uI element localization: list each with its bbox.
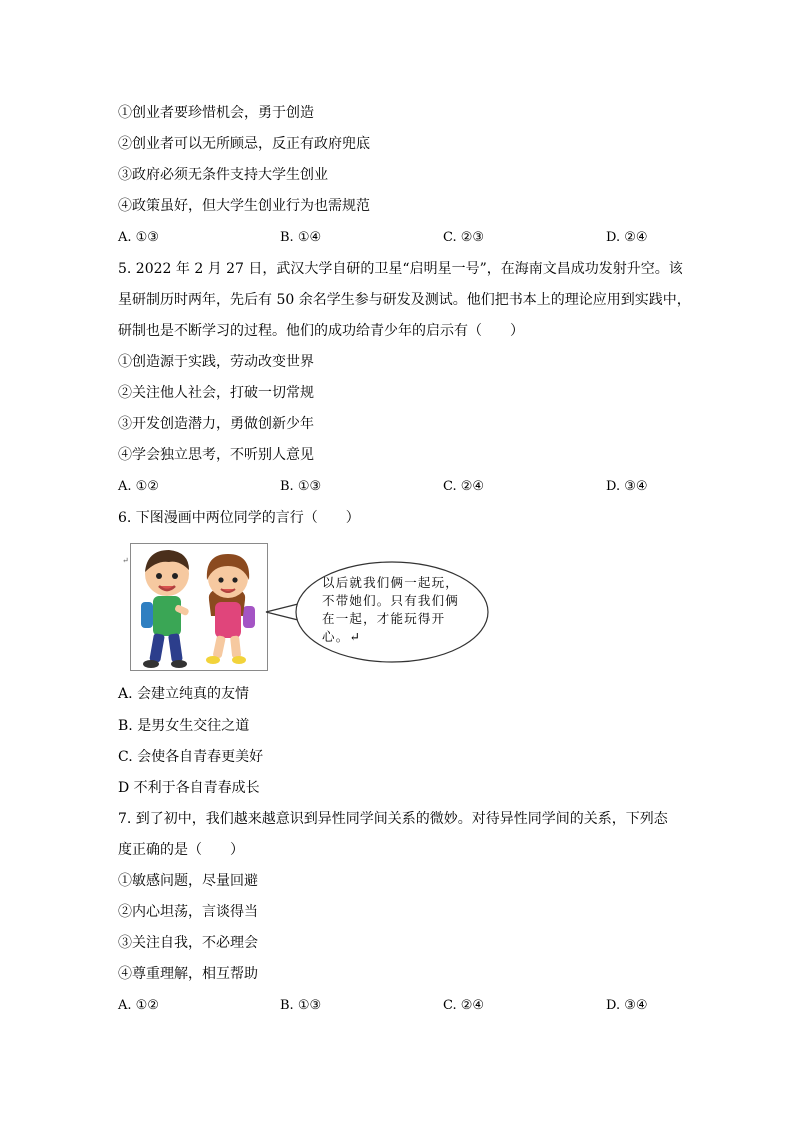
q5-stem-line-1: 5. 2022 年 2 月 27 日，武汉大学自研的卫星“启明星一号”，在海南文昌成功发射升空。该 (118, 261, 683, 277)
girl-figure-icon (206, 554, 255, 664)
q4-statement-1: ①创业者要珍惜机会，勇于创造 (118, 105, 314, 121)
q4-statement-2: ②创业者可以无所顾忌，反正有政府兜底 (118, 136, 370, 152)
boy-figure-icon (141, 550, 190, 668)
q5-option-a: A. ①② (118, 479, 159, 494)
q5-statement-1: ①创造源于实践，劳动改变世界 (118, 354, 314, 370)
q4-option-b: B. ①④ (280, 230, 322, 245)
q7-option-a: A. ①② (118, 998, 159, 1013)
q7-option-d: D. ③④ (606, 998, 648, 1013)
q4-option-d: D. ②④ (606, 230, 648, 245)
q5-option-c: C. ②④ (443, 479, 485, 494)
q4-options (118, 228, 678, 248)
q7-stem-line-2: 度正确的是（ ） (118, 842, 244, 858)
q5-option-b: B. ①③ (280, 479, 322, 494)
q6-stem: 6. 下图漫画中两位同学的言行（ ） (118, 510, 360, 526)
q7-options (118, 996, 678, 1016)
q7-option-b: B. ①③ (280, 998, 322, 1013)
q7-statement-1: ①敏感问题，尽量回避 (118, 873, 258, 889)
q7-statement-4: ④尊重理解，相互帮助 (118, 966, 258, 982)
q5-statement-2: ②关注他人社会，打破一切常规 (118, 385, 314, 401)
q7-statement-2: ②内心坦荡，言谈得当 (118, 904, 258, 920)
q5-options (118, 477, 678, 497)
q5-statement-4: ④学会独立思考，不听别人意见 (118, 447, 314, 463)
q4-option-a: A. ①③ (118, 230, 159, 245)
q5-statement-3: ③开发创造潜力，勇做创新少年 (118, 416, 314, 432)
q7-statement-3: ③关注自我，不必理会 (118, 935, 258, 951)
q4-option-c: C. ②③ (443, 230, 485, 245)
q6-option-b: B. 是男女生交往之道 (118, 718, 250, 734)
q4-statement-4: ④政策虽好，但大学生创业行为也需规范 (118, 198, 370, 214)
q4-statement-3: ③政府必须无条件支持大学生创业 (118, 167, 328, 183)
q7-stem-line-1: 7. 到了初中，我们越来越意识到异性同学间关系的微妙。对待异性同学间的关系，下列态 (118, 811, 668, 827)
q6-option-a: A. 会建立纯真的友情 (118, 686, 250, 702)
q5-stem-line-3: 研制也是不断学习的过程。他们的成功给青少年的启示有（ ） (118, 323, 524, 339)
q7-option-c: C. ②④ (443, 998, 485, 1013)
speech-bubble-text: 以后就我们俩一起玩，不带她们。只有我们俩在一起，才能玩得开心。↵ (322, 575, 460, 644)
q5-stem-line-2: 星研制历时两年，先后有 50 余名学生参与研发及测试。他们把书本上的理论应用到实践中， (118, 292, 691, 308)
cartoon-image (130, 543, 268, 671)
q6-option-c: C. 会使各自青春更美好 (118, 749, 264, 765)
q6-option-d: D 不利于各自青春成长 (118, 780, 260, 796)
anchor-mark: ↵ (122, 556, 129, 565)
q5-option-d: D. ③④ (606, 479, 648, 494)
